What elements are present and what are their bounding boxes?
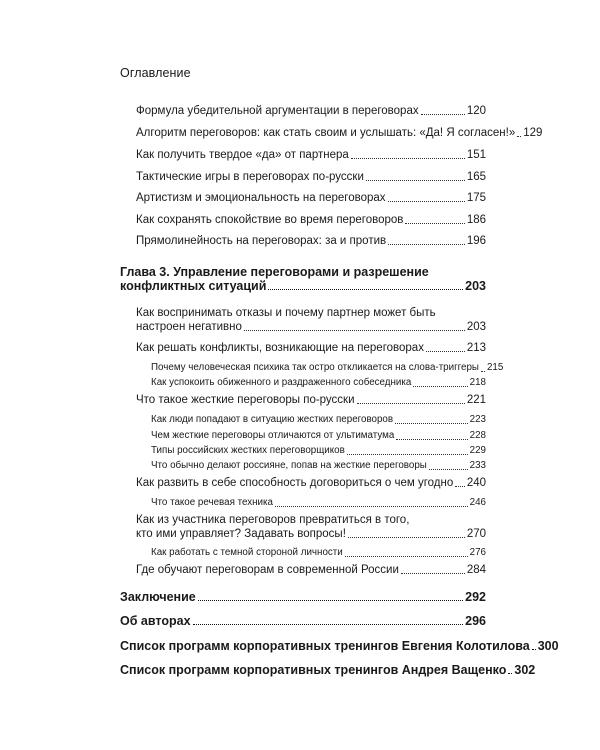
leader-dots — [388, 243, 465, 245]
entry-page: 186 — [466, 214, 486, 226]
entry-page: 302 — [514, 663, 536, 677]
entry-page: 292 — [465, 590, 486, 604]
toc-subentry[interactable] — [151, 444, 486, 458]
toc-entry[interactable] — [136, 148, 486, 162]
entry-page: 233 — [469, 460, 486, 471]
leader-dots — [401, 572, 465, 574]
entry-page: 246 — [469, 497, 486, 508]
toc-entry[interactable] — [136, 104, 486, 118]
leader-dots — [193, 623, 464, 625]
entry-title: Как сохранять спокойствие во время переговоров — [136, 214, 404, 226]
entry-page: 151 — [466, 149, 486, 161]
entry-page: 229 — [469, 445, 486, 456]
toc-entry[interactable] — [136, 476, 486, 490]
leader-dots — [275, 505, 468, 507]
entry-title: Тактические игры в переговорах по-русски — [136, 171, 364, 183]
toc-back-matter[interactable] — [120, 663, 536, 677]
leader-dots — [268, 288, 463, 290]
leader-dots — [426, 350, 465, 352]
entry-page: 175 — [466, 192, 486, 204]
toc-entry[interactable] — [136, 213, 486, 227]
entry-title: Как люди попадают в ситуацию жестких переговоров — [151, 414, 394, 425]
entry-page: 203 — [466, 321, 486, 333]
leader-dots — [429, 468, 468, 470]
entry-title: Что такое жесткие переговоры по-русски — [136, 394, 355, 406]
toc-entry[interactable] — [136, 234, 486, 248]
toc-entry[interactable] — [136, 191, 486, 205]
entry-title: Как решать конфликты, возникающие на переговорах — [136, 342, 424, 354]
toc-subentry[interactable] — [151, 376, 486, 390]
entry-title: Как работать с темной стороной личности — [151, 547, 343, 558]
leader-dots — [517, 135, 521, 137]
entry-page: 223 — [469, 414, 486, 425]
entry-title: Заключение — [120, 590, 196, 604]
chapter-title-line2: конфликтных ситуаций — [120, 279, 267, 293]
leader-dots — [244, 329, 465, 331]
entry-title: Прямолинейность на переговорах: за и против — [136, 235, 387, 247]
entry-page: 276 — [469, 547, 486, 558]
toc-subentry[interactable] — [151, 546, 486, 560]
entry-title: Об авторах — [120, 614, 191, 628]
entry-page: 221 — [466, 394, 486, 406]
chapter-title-line1: Глава 3. Управление переговорами и разрешение — [120, 265, 429, 279]
toc-entry[interactable] — [136, 170, 486, 184]
entry-title-line1: Как из участника переговоров превратиться в того, — [136, 514, 410, 526]
toc-subentry[interactable] — [151, 429, 486, 443]
toc-back-matter[interactable] — [120, 614, 486, 628]
leader-dots — [508, 672, 512, 674]
leader-dots — [348, 536, 465, 538]
entry-page: 215 — [486, 362, 504, 373]
entry-page: 218 — [469, 377, 486, 388]
toc-entry[interactable] — [136, 393, 486, 407]
entry-title-line2: настроен негативно — [136, 321, 242, 333]
entry-page: 196 — [466, 235, 486, 247]
toc-back-matter[interactable] — [120, 590, 486, 604]
entry-page: 240 — [466, 477, 486, 489]
leader-dots — [388, 200, 465, 202]
entry-title: Как получить твердое «да» от партнера — [136, 149, 349, 161]
chapter-page: 203 — [465, 279, 486, 293]
entry-page: 129 — [523, 127, 543, 139]
chapter-3-heading[interactable] — [120, 265, 486, 293]
leader-dots — [396, 438, 467, 440]
entry-title: Список программ корпоративных тренингов Евгения Колотилова — [120, 639, 530, 653]
entry-page: 270 — [466, 528, 486, 540]
entry-page: 296 — [465, 614, 486, 628]
leader-dots — [421, 113, 465, 115]
toc-entry[interactable] — [136, 563, 486, 577]
entry-title: Артистизм и эмоциональность на переговорах — [136, 192, 386, 204]
entry-page: 300 — [537, 639, 559, 653]
leader-dots — [347, 453, 468, 455]
leader-dots — [455, 485, 465, 487]
leader-dots — [366, 179, 465, 181]
entry-title: Формула убедительной аргументации в переговорах — [136, 105, 419, 117]
toc-entry[interactable] — [136, 306, 486, 334]
entry-title: Алгоритм переговоров: как стать своим и услышать: «Да! Я согласен!» — [136, 127, 516, 139]
leader-dots — [481, 370, 485, 372]
entry-title: Список программ корпоративных тренингов Андрея Ващенко — [120, 663, 507, 677]
entry-page: 228 — [469, 430, 486, 441]
leader-dots — [413, 385, 467, 387]
entry-title: Почему человеческая психика так остро откликается на слова-триггеры — [151, 362, 479, 373]
entry-page: 284 — [466, 564, 486, 576]
toc-entry[interactable] — [136, 341, 486, 355]
running-head: Оглавление — [120, 66, 191, 80]
entry-title-line1: Как воспринимать отказы и почему партнер может быть — [136, 307, 436, 319]
entry-title: Как успокоить обиженного и раздраженного собеседника — [151, 377, 412, 388]
leader-dots — [345, 555, 468, 557]
toc-entry[interactable] — [136, 126, 543, 140]
entry-title: Как развить в себе способность договориться о чем угодно — [136, 477, 454, 489]
entry-page: 165 — [466, 171, 486, 183]
leader-dots — [357, 402, 465, 404]
toc-back-matter[interactable] — [120, 639, 559, 653]
toc-subentry[interactable] — [151, 459, 486, 473]
leader-dots — [198, 599, 463, 601]
entry-title-line2: кто ими управляет? Задавать вопросы! — [136, 528, 346, 540]
toc-subentry[interactable] — [151, 413, 486, 427]
entry-title: Чем жесткие переговоры отличаются от ультиматума — [151, 430, 395, 441]
entry-title: Что обычно делают россияне, попав на жесткие переговоры — [151, 460, 427, 471]
leader-dots — [351, 157, 465, 159]
toc-subentry[interactable] — [151, 496, 486, 510]
entry-page: 120 — [466, 105, 486, 117]
leader-dots — [405, 222, 464, 224]
entry-title: Типы российских жестких переговорщиков — [151, 445, 345, 456]
toc-subentry[interactable] — [151, 361, 504, 375]
entry-page: 213 — [466, 342, 486, 354]
entry-title: Где обучают переговорам в современной России — [136, 564, 399, 576]
entry-title: Что такое речевая техника — [151, 497, 273, 508]
leader-dots — [395, 422, 468, 424]
toc-entry[interactable] — [136, 513, 486, 541]
leader-dots — [532, 648, 536, 650]
